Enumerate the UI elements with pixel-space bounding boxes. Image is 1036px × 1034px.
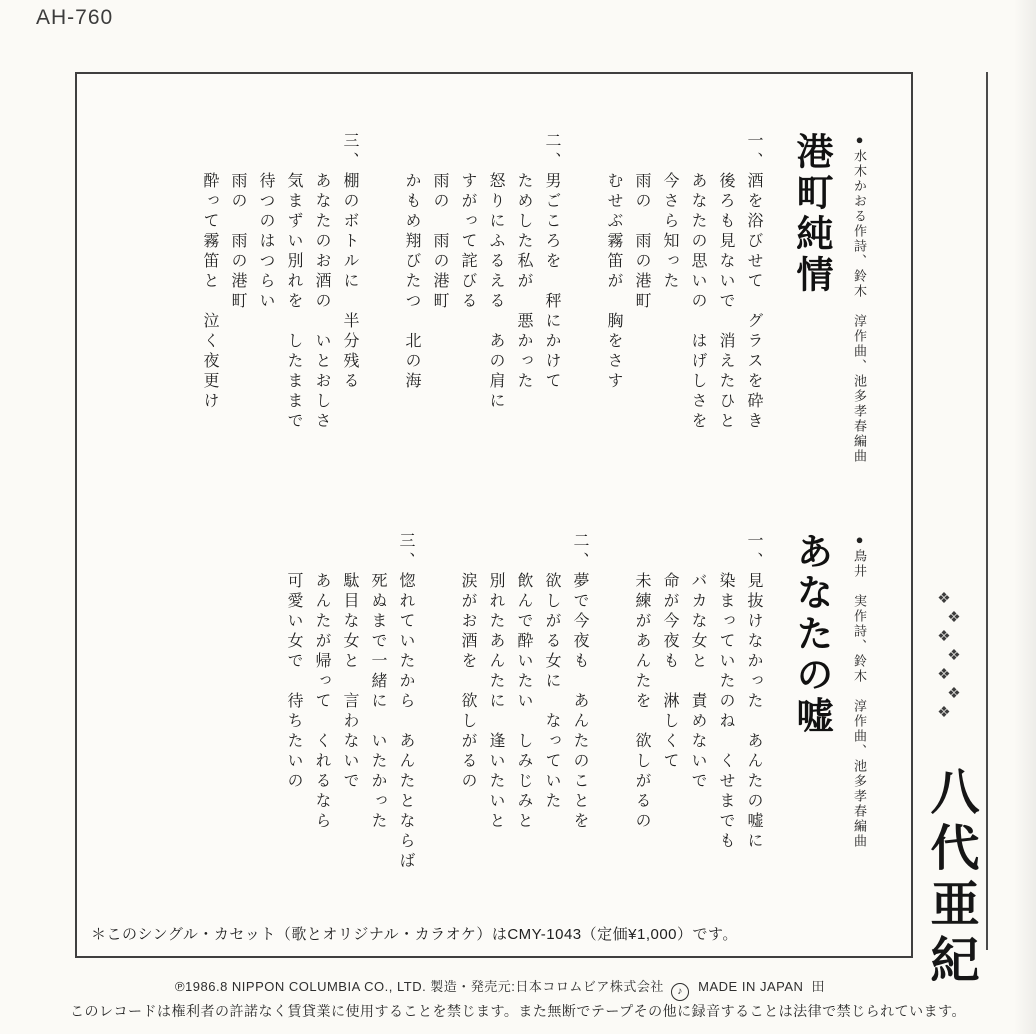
diamond-ornament xyxy=(912,590,986,723)
diamond-icon: ❖ xyxy=(937,629,951,645)
copyright-line xyxy=(0,976,1000,1001)
song2-credits: ●鳥井 実作詩、鈴木 淳作曲、池多孝春編曲 xyxy=(852,532,867,849)
lyric-line: かもめ翔びたつ 北の海 xyxy=(403,132,420,392)
artist-name: 八代亜紀 xyxy=(924,766,979,990)
rental-prohibition-notice: このレコードは権利者の許諾なく賃貸業に使用することを禁じます。また無断でテープその他に録音することは法律で禁じられています。 xyxy=(69,1003,967,1019)
lyrics-sheet-frame xyxy=(75,72,913,958)
scan-edge-shading xyxy=(1014,0,1036,1034)
song2-title: あなたの嘘 xyxy=(790,532,831,737)
diamond-icon: ❖ xyxy=(947,610,961,626)
song-minatomachi-junjo xyxy=(161,132,869,587)
lyric-line: 飲んで酔いたい しみじみと xyxy=(515,532,532,832)
lyric-line: むせぶ霧笛が 胸をさす xyxy=(605,132,622,392)
lyric-line: 三、惚れていたから あんたとならば xyxy=(397,532,414,872)
lyric-line: 一、見抜けなかった あんたの嘘に xyxy=(745,532,762,852)
catalog-number: AH-760 xyxy=(36,6,114,29)
lyric-line: 別れたあんたに 逢いたいと xyxy=(487,532,504,832)
lyric-line: 欲しがる女に なっていた xyxy=(543,532,560,812)
song1-verse-2 xyxy=(397,132,565,587)
lyric-line: あなたの思いの はげしさを xyxy=(689,132,706,432)
song1-verse-3 xyxy=(195,132,363,587)
diamond-icon: ❖ xyxy=(937,591,951,607)
lyric-line: 染まっていたのね くせまでも xyxy=(717,532,734,852)
song1-title: 港町純情 xyxy=(790,132,831,296)
lyric-line: 酔って霧笛と 泣く夜更け xyxy=(201,132,218,412)
song1-verse-1 xyxy=(599,132,767,587)
lyric-line: 怒りにふるえる あの肩に xyxy=(487,132,504,412)
artist-name-strip xyxy=(912,72,988,990)
lyric-line: 雨の 雨の港町 xyxy=(633,132,650,312)
made-in-japan-text: MADE IN JAPAN xyxy=(698,979,804,994)
copyright-text: ℗1986.8 NIPPON COLUMBIA CO., LTD. 製造・発売元:日本コロムビア株式会社 xyxy=(174,979,664,994)
lyric-line: 今さら知った xyxy=(661,132,678,292)
lyric-line: バカな女と 責めないで xyxy=(689,532,706,792)
diamond-icon: ❖ xyxy=(947,648,961,664)
lyric-line: 待つのはつらい xyxy=(257,132,274,312)
lyric-line: すがって詫びる xyxy=(459,132,476,312)
lyric-line: 雨の 雨の港町 xyxy=(431,132,448,312)
song1-credits: ●水木かおる作詩、鈴木 淳作曲、池多孝春編曲 xyxy=(852,132,867,464)
cassette-availability-note: ＊このシングル・カセット（歌とオリジナル・カラオケ）はCMY-1043（定価¥1,000）です。 xyxy=(91,926,738,943)
lyric-line: 可愛い女で 待ちたいの xyxy=(285,532,302,792)
lyric-line: 未練があんたを 欲しがるの xyxy=(633,532,650,832)
lyric-line: ためした私が 悪かった xyxy=(515,132,532,392)
lyric-line: 一、酒を浴びせて グラスを砕き xyxy=(745,132,762,432)
lyric-line: 涙がお酒を 欲しがるの xyxy=(459,532,476,792)
lyric-line: 気まずい別れを したままで xyxy=(285,132,302,432)
boxed-mark-icon: 田 xyxy=(811,979,826,994)
lyric-line: 二、夢で今夜も あんたのことを xyxy=(571,532,588,832)
diamond-icon: ❖ xyxy=(937,667,951,683)
lyric-line: 駄目な女と 言わないで xyxy=(341,532,358,792)
lyric-line: 三、棚のボトルに 半分残る xyxy=(341,132,358,392)
lyric-line: 二、男ごころを 秤にかけて xyxy=(543,132,560,392)
lyric-line: 後ろも見ないで 消えたひと xyxy=(717,132,734,432)
lyric-line: 雨の 雨の港町 xyxy=(229,132,246,312)
lyric-line: あなたのお酒の いとおしさ xyxy=(313,132,330,432)
columbia-note-icon: ♪ xyxy=(671,983,689,1001)
lyric-line: あんたが帰って くれるなら xyxy=(313,532,330,832)
lyric-line: 死ぬまで一緒に いたかった xyxy=(369,532,386,832)
diamond-icon: ❖ xyxy=(937,705,951,721)
diamond-icon: ❖ xyxy=(947,686,961,702)
lyric-line: 命が今夜も 淋しくて xyxy=(661,532,678,772)
